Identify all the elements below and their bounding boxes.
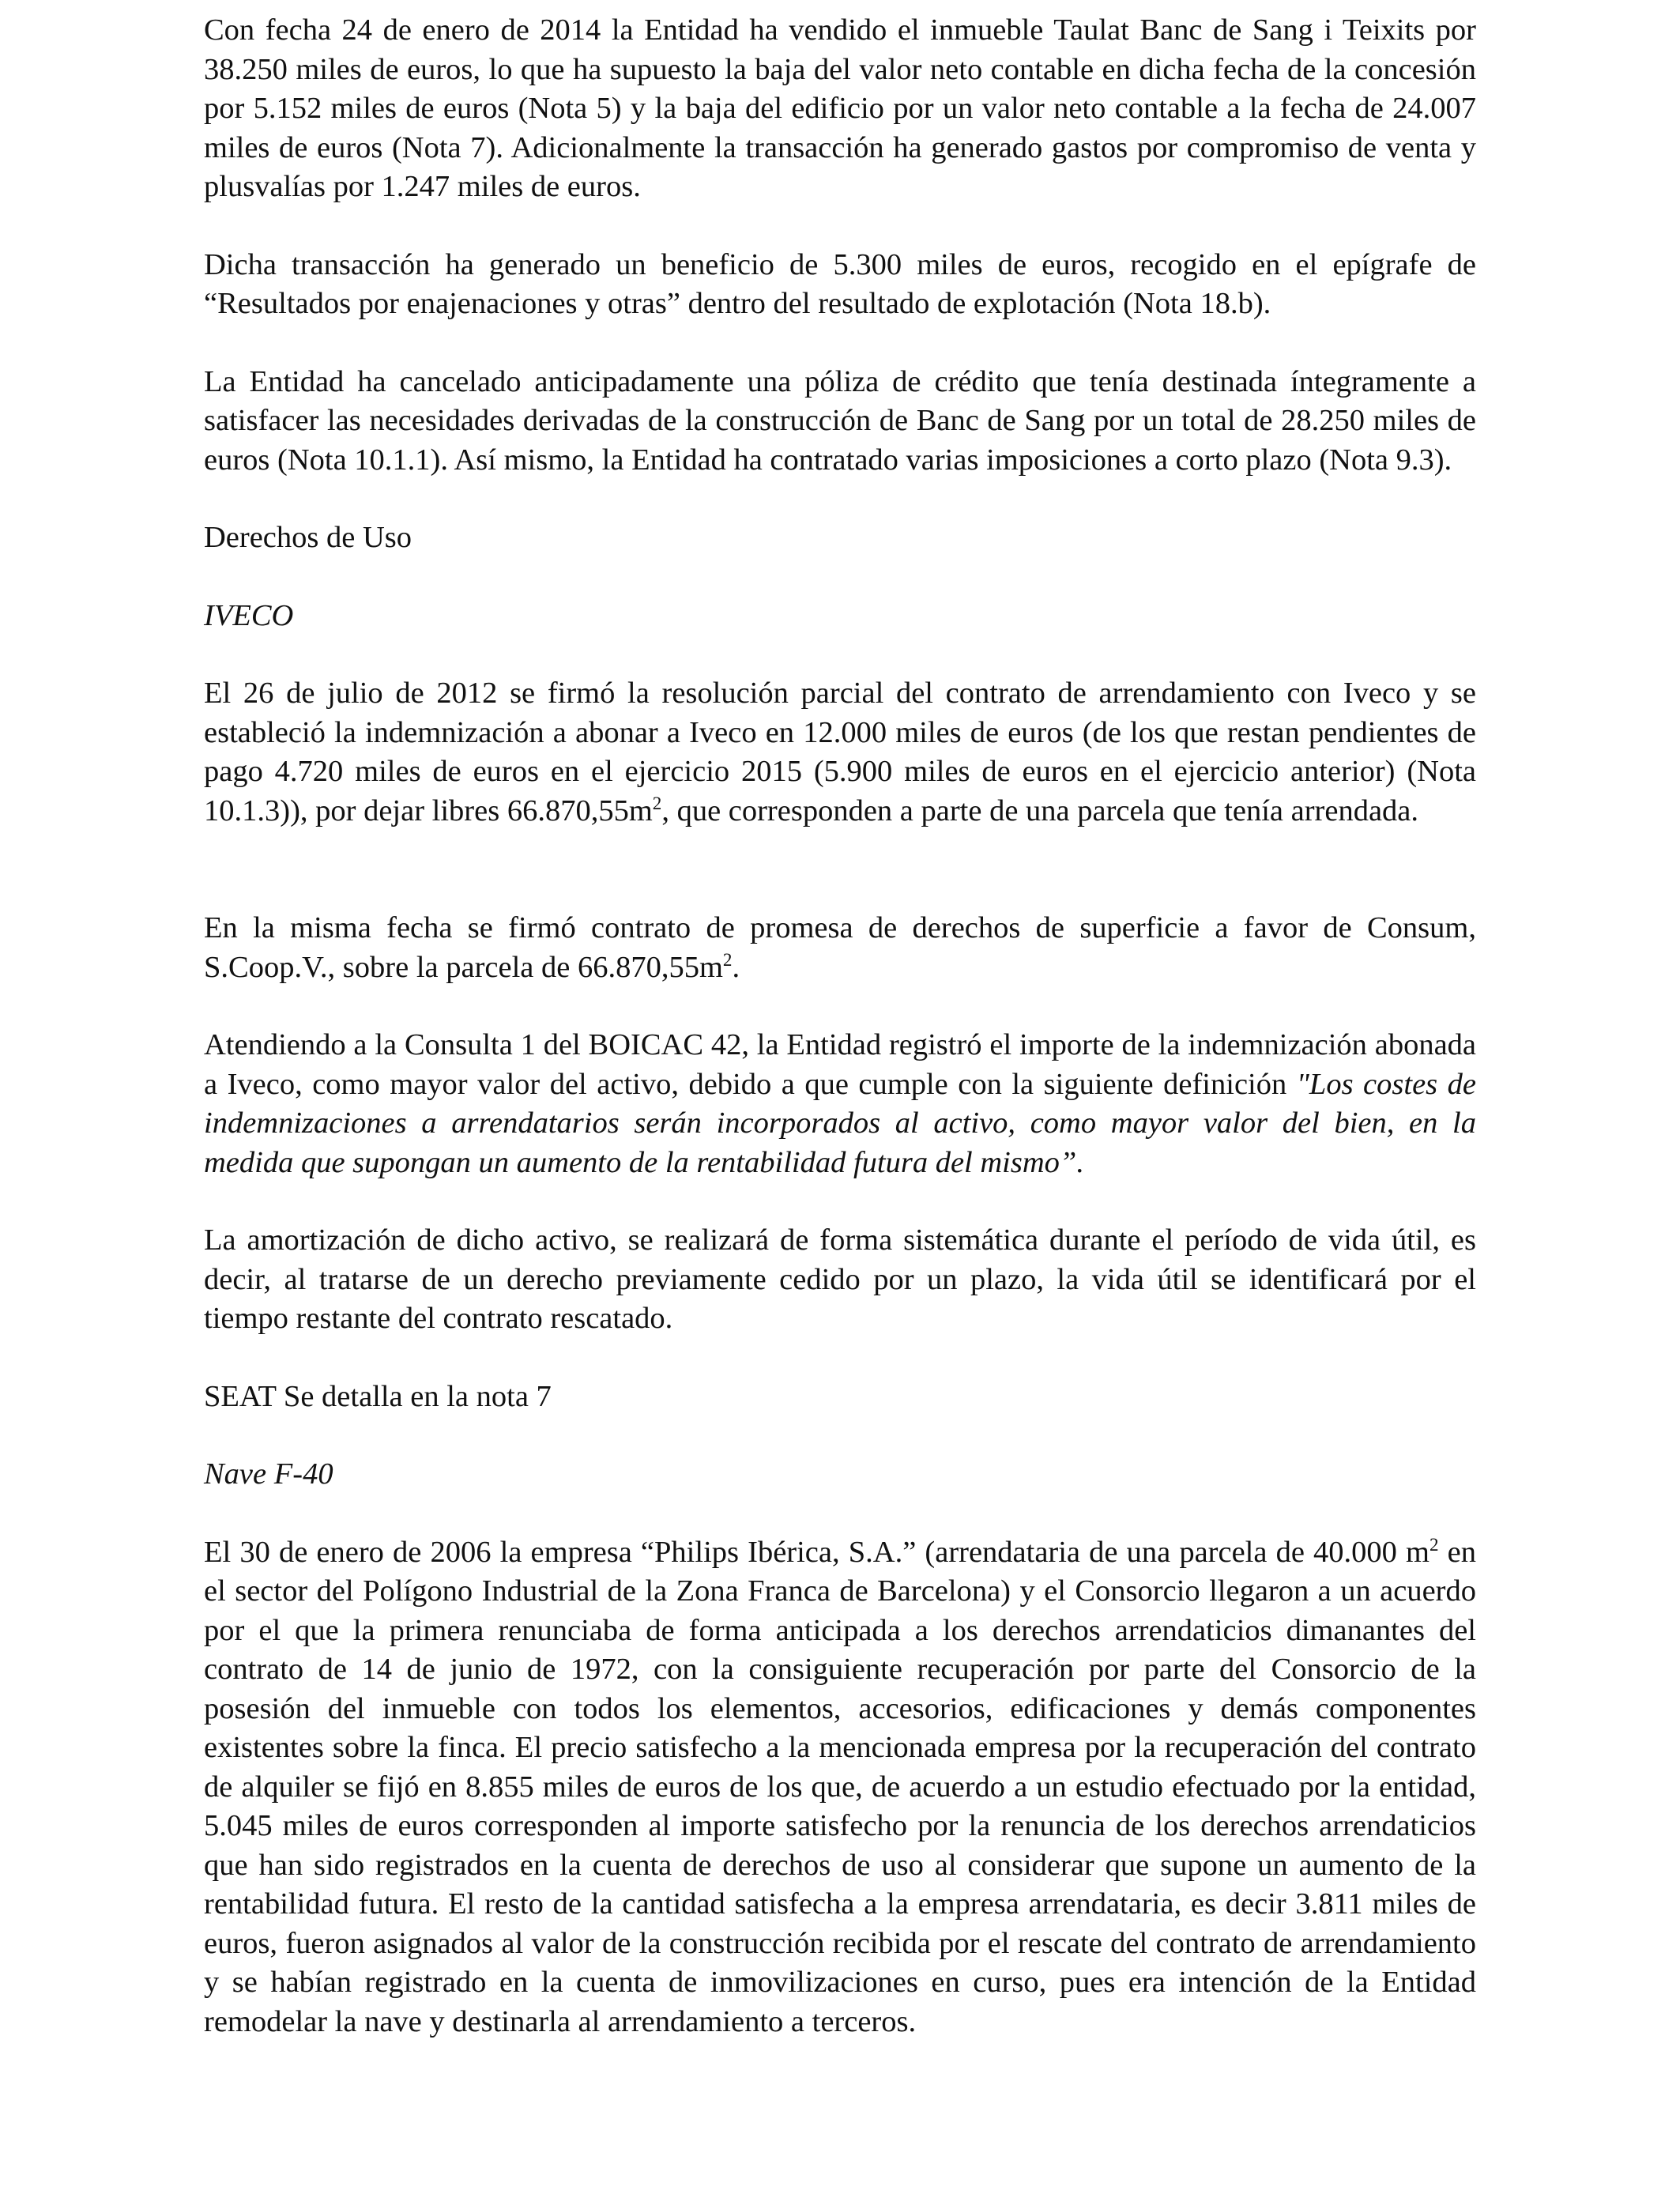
paragraph-benefit: Dicha transacción ha generado un beneficio de 5.300 miles de euros, recogido en el epígrafe de “Resultados por enajenaciones y otras” dentro del resultado de explotación (Nota 18.b). bbox=[204, 247, 1476, 320]
spacer bbox=[204, 558, 1476, 597]
spacer bbox=[204, 1182, 1476, 1221]
paragraph-credit-policy: La Entidad ha cancelado anticipadamente una póliza de crédito que tenía destinada íntegramente a satisfacer las necesidades derivadas de la construcción de Banc de Sang por un total de 28.250 miles de euros (Nota 10.1.1). Así mismo, la Entidad ha contratado varias imposiciones a corto plazo (Nota 9.3). bbox=[204, 364, 1476, 477]
paragraph-text: , que corresponden a parte de una parcela que tenía arrendada. bbox=[661, 794, 1419, 827]
heading-derechos-de-uso: Derechos de Uso bbox=[204, 521, 412, 554]
spacer bbox=[204, 1495, 1476, 1533]
superscript-squared: 2 bbox=[652, 792, 662, 813]
heading-nave-f40: Nave F-40 bbox=[204, 1457, 333, 1491]
paragraph-text: En la misma fecha se firmó contrato de promesa de derechos de superficie a favor de Consum, S.Coop.V., sobre la parcela de 66.870,55m bbox=[204, 911, 1476, 984]
spacer bbox=[204, 480, 1476, 518]
spacer bbox=[204, 987, 1476, 1026]
paragraph-consum-promise bbox=[204, 909, 1476, 987]
spacer bbox=[204, 635, 1476, 674]
document-page bbox=[204, 11, 1476, 2041]
paragraph-iveco-resolution bbox=[204, 674, 1476, 831]
paragraph-philips bbox=[204, 1533, 1476, 2042]
paragraph-text: Atendiendo a la Consulta 1 del BOICAC 42, la Entidad registró el importe de la indemnización abonada a Iveco, como mayor valor del activo, debido a que cumple con la siguiente definición bbox=[204, 1028, 1476, 1101]
spacer bbox=[204, 831, 1476, 909]
spacer bbox=[204, 207, 1476, 246]
paragraph-taulat-sale: Con fecha 24 de enero de 2014 la Entidad ha vendido el inmueble Taulat Banc de Sang i Teixits por 38.250 miles de euros, lo que ha supuesto la baja del valor neto contable en dicha fecha de la concesión por 5.152 miles de euros (Nota 5) y la baja del edificio por un valor neto contable a la fecha de 24.007 miles de euros (Nota 7). Adicionalmente la transacción ha generado gastos por compromiso de venta y plusvalías por 1.247 miles de euros. bbox=[204, 13, 1476, 203]
paragraph-text: . bbox=[732, 950, 740, 984]
superscript-squared: 2 bbox=[1429, 1533, 1439, 1555]
superscript-squared: 2 bbox=[722, 948, 733, 970]
spacer bbox=[204, 1416, 1476, 1455]
paragraph-text: El 26 de julio de 2012 se firmó la resolución parcial del contrato de arrendamiento con Iveco y se estableció la indemnización a abonar a Iveco en 12.000 miles de euros (de los que restan pendientes de pago 4.720 miles de euros en el ejercicio 2015 (5.900 miles de euros en el ejercicio anterior) (Nota 10.1.3)), por dejar libres 66.870,55m bbox=[204, 677, 1476, 827]
heading-iveco: IVECO bbox=[204, 598, 294, 632]
heading-seat: SEAT Se detalla en la nota 7 bbox=[204, 1379, 552, 1413]
quoted-definition: "Los costes de indemnizaciones a arrendatarios serán incorporados al activo, como mayor valor del bien, en la medida que supongan un aumento de la rentabilidad futura del mismo”. bbox=[204, 1067, 1476, 1179]
spacer bbox=[204, 324, 1476, 363]
spacer bbox=[204, 1339, 1476, 1378]
paragraph-amortization: La amortización de dicho activo, se realizará de forma sistemática durante el período de vida útil, es decir, al tratarse de un derecho previamente cedido por un plazo, la vida útil se identificará por el tiempo restante del contrato rescatado. bbox=[204, 1223, 1476, 1335]
paragraph-boicac bbox=[204, 1026, 1476, 1182]
paragraph-text: en el sector del Polígono Industrial de la Zona Franca de Barcelona) y el Consorcio llegaron a un acuerdo por el que la primera renunciaba de forma anticipada a los derechos arrendaticios dimanantes del contrato de 14 de junio de 1972, con la consiguiente recuperación por parte del Consorcio de la posesión del inmueble con todos los elementos, accesorios, edificaciones y demás componentes existentes sobre la finca. El precio satisfecho a la mencionada empresa por la recuperación del contrato de alquiler se fijó en 8.855 miles de euros de los que, de acuerdo a un estudio efectuado por la entidad, 5.045 miles de euros corresponden al importe satisfecho por la renuncia de los derechos arrendaticios que han sido registrados en la cuenta de derechos de uso al considerar que supone un aumento de la rentabilidad futura. El resto de la cantidad satisfecha a la empresa arrendataria, es decir 3.811 miles de euros, fueron asignados al valor de la construcción recibida por el rescate del contrato de arrendamiento y se habían registrado en la cuenta de inmovilizaciones en curso, pues era intención de la Entidad remodelar la nave y destinarla al arrendamiento a terceros. bbox=[204, 1535, 1476, 2038]
paragraph-text: El 30 de enero de 2006 la empresa “Philips Ibérica, S.A.” (arrendataria de una parcela de 40.000 m bbox=[204, 1535, 1430, 1569]
